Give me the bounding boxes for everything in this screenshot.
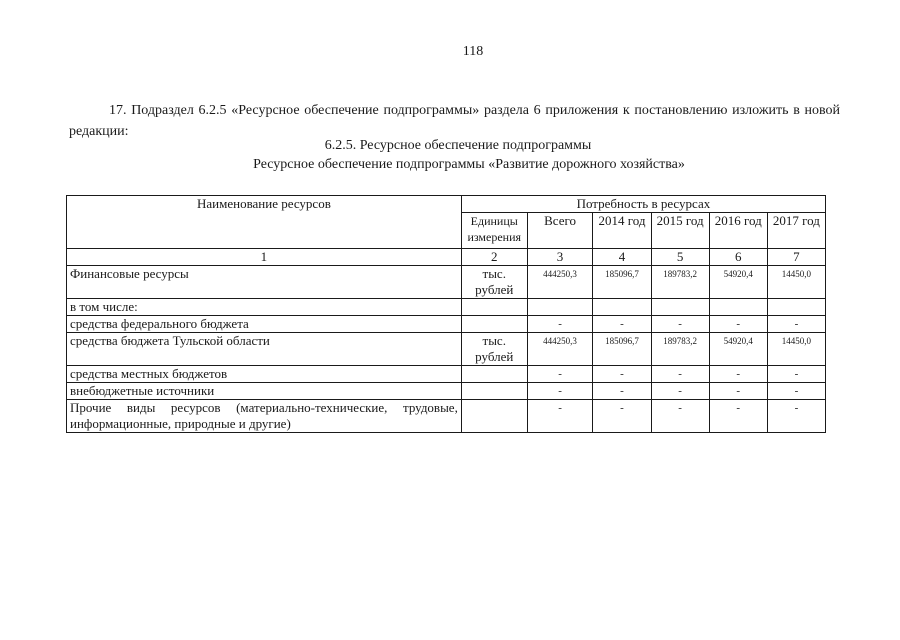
section-subtitle: Ресурсное обеспечение подпрограммы «Развитие дорожного хозяйства»	[253, 157, 685, 172]
row-name: Финансовые ресурсы	[67, 266, 462, 299]
row-total: 444250,3	[527, 266, 593, 299]
row-2015: -	[651, 400, 709, 433]
table-row	[67, 316, 826, 333]
row-2017: 14450,0	[767, 333, 825, 366]
row-total: -	[527, 383, 593, 400]
header-2016: 2016 год	[709, 213, 767, 249]
row-2017: -	[767, 316, 825, 333]
row-2015: -	[651, 366, 709, 383]
header-need: Потребность в ресурсах	[461, 196, 825, 213]
row-name: внебюджетные источники	[67, 383, 462, 400]
row-2014: -	[593, 383, 651, 400]
table-numbering-row	[67, 249, 826, 266]
header-2017: 2017 год	[767, 213, 825, 249]
row-2016	[709, 299, 767, 316]
header-2014: 2014 год	[593, 213, 651, 249]
row-unit	[461, 383, 527, 400]
row-2017: -	[767, 400, 825, 433]
column-number: 6	[709, 249, 767, 266]
row-unit: тыс. рублей	[461, 266, 527, 299]
table-row	[67, 299, 826, 316]
header-2015: 2015 год	[651, 213, 709, 249]
row-2016: -	[709, 383, 767, 400]
instruction-paragraph: 17. Подраздел 6.2.5 «Ресурсное обеспечение подпрограммы» раздела 6 приложения к постановлению изложить в новой редакции:	[69, 103, 840, 139]
table-row	[67, 333, 826, 366]
row-unit	[461, 299, 527, 316]
row-2015: 189783,2	[651, 266, 709, 299]
row-2015	[651, 299, 709, 316]
row-2016: -	[709, 316, 767, 333]
row-2016: -	[709, 366, 767, 383]
row-total: -	[527, 400, 593, 433]
row-2015: -	[651, 383, 709, 400]
row-2014: -	[593, 316, 651, 333]
row-unit	[461, 316, 527, 333]
row-2017	[767, 299, 825, 316]
row-2017: -	[767, 366, 825, 383]
row-2016: 54920,4	[709, 266, 767, 299]
row-name: средства бюджета Тульской области	[67, 333, 462, 366]
section-title: 6.2.5. Ресурсное обеспечение подпрограммы	[324, 138, 592, 153]
row-name: средства местных бюджетов	[67, 366, 462, 383]
row-2014	[593, 299, 651, 316]
row-2016: -	[709, 400, 767, 433]
row-total: -	[527, 366, 593, 383]
header-name: Наименование ресурсов	[67, 196, 462, 249]
row-2014: 185096,7	[593, 333, 651, 366]
row-2015: -	[651, 316, 709, 333]
resources-table	[66, 195, 826, 433]
column-number: 3	[527, 249, 593, 266]
row-2014: 185096,7	[593, 266, 651, 299]
table-row	[67, 266, 826, 299]
row-name: средства федерального бюджета	[67, 316, 462, 333]
row-unit	[461, 400, 527, 433]
row-unit: тыс. рублей	[461, 333, 527, 366]
column-number: 2	[461, 249, 527, 266]
row-2015: 189783,2	[651, 333, 709, 366]
row-name: Прочие виды ресурсов (материально-технические, трудовые, информационные, природные и другие)	[67, 400, 462, 433]
header-total: Всего	[527, 213, 593, 249]
table-row	[67, 366, 826, 383]
row-total: 444250,3	[527, 333, 593, 366]
row-total	[527, 299, 593, 316]
row-unit	[461, 366, 527, 383]
column-number: 1	[67, 249, 462, 266]
row-2017: -	[767, 383, 825, 400]
table-header-row	[67, 196, 826, 213]
row-name: в том числе:	[67, 299, 462, 316]
column-number: 7	[767, 249, 825, 266]
column-number: 5	[651, 249, 709, 266]
page-number: 118	[462, 44, 484, 59]
row-2017: 14450,0	[767, 266, 825, 299]
column-number: 4	[593, 249, 651, 266]
row-total: -	[527, 316, 593, 333]
table-row	[67, 400, 826, 433]
table-row	[67, 383, 826, 400]
row-2016: 54920,4	[709, 333, 767, 366]
header-unit: Единицы измерения	[461, 213, 527, 249]
row-2014: -	[593, 400, 651, 433]
row-2014: -	[593, 366, 651, 383]
